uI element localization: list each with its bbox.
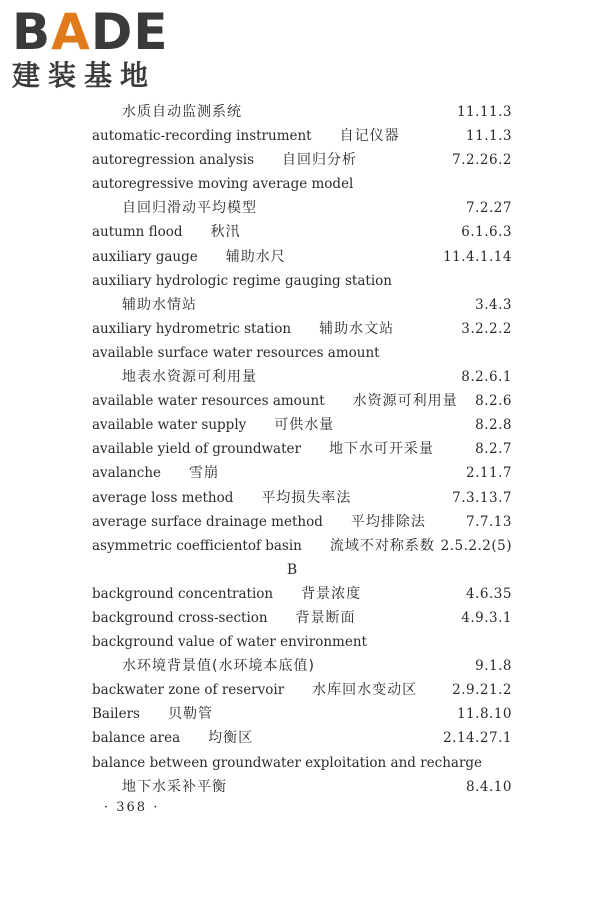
entry-term: balance area <box>92 730 181 747</box>
entry-term: autoregressive moving average model <box>92 176 354 193</box>
entry-section-number: 2.5.2.2(5) <box>440 537 512 554</box>
entry-section-number: 2.14.27.1 <box>443 730 512 747</box>
entry-chinese: 地下水采补平衡 <box>122 778 227 795</box>
entry-section-number: 2.9.21.2 <box>452 682 512 699</box>
entry-chinese: 自回归滑动平均模型 <box>122 200 257 217</box>
entry-section-number: 4.9.3.1 <box>461 609 512 626</box>
logo-letter-b: B <box>12 3 52 61</box>
glossary-entry <box>92 437 512 461</box>
entry-section-number: 7.3.13.7 <box>452 489 512 506</box>
entry-section-number: 8.2.8 <box>475 417 512 434</box>
glossary-index <box>92 100 512 799</box>
logo-letter-a: A <box>51 3 91 61</box>
entry-chinese: 均衡区 <box>208 730 254 747</box>
glossary-entry <box>92 365 512 389</box>
entry-section-number: 11.1.3 <box>466 128 512 145</box>
entry-chinese: 背景浓度 <box>301 585 362 602</box>
entry-chinese: 背景断面 <box>295 609 356 626</box>
glossary-entry <box>92 461 512 485</box>
entry-term: average loss method <box>92 489 234 506</box>
entry-section-number: 6.1.6.3 <box>461 224 512 241</box>
glossary-entry <box>92 293 512 317</box>
entry-chinese: 地下水可开采量 <box>328 441 434 458</box>
entry-chinese: 水资源可利用量 <box>352 393 458 410</box>
glossary-entry <box>92 726 512 750</box>
entry-term: avalanche <box>92 465 162 482</box>
page-number: · 368 · <box>104 800 160 815</box>
entry-term: available water resources amount <box>92 393 325 410</box>
glossary-entry <box>92 245 512 269</box>
glossary-entry <box>92 654 512 678</box>
glossary-entry <box>92 124 512 148</box>
entry-term: auxiliary hydrometric station <box>92 320 292 337</box>
entry-term: Bailers <box>92 706 140 723</box>
glossary-entry <box>92 775 512 799</box>
glossary-entry <box>92 582 512 606</box>
entry-term: autumn flood <box>92 224 183 241</box>
entry-term: auxiliary gauge <box>92 248 198 265</box>
entry-chinese: 辅助水文站 <box>319 320 395 337</box>
glossary-entry <box>92 751 512 775</box>
entry-chinese: 平均损失率法 <box>261 489 352 506</box>
entry-chinese: 辅助水尺 <box>225 248 286 265</box>
entry-term: asymmetric coefficientof basin <box>92 537 302 554</box>
logo-subtitle: 建装基地 <box>12 59 157 92</box>
entry-chinese: 辅助水情站 <box>122 296 197 313</box>
entry-chinese: 可供水量 <box>274 417 335 434</box>
entry-term: background concentration <box>92 585 274 602</box>
entry-chinese: 自记仪器 <box>339 128 400 145</box>
entry-section-number: 8.2.6 <box>475 393 512 410</box>
entry-term: background value of water environment <box>92 634 367 651</box>
entry-chinese: 秋汛 <box>210 224 241 241</box>
entry-chinese: 流域不对称系数 <box>329 537 435 554</box>
glossary-entry <box>92 510 512 534</box>
entry-term: balance between groundwater exploitation and recharge <box>92 754 483 771</box>
glossary-entry <box>92 606 512 630</box>
glossary-entry <box>92 100 512 124</box>
logo-letters-de: DE <box>90 3 169 61</box>
entry-term: average surface drainage method <box>92 513 323 530</box>
entry-term: available yield of groundwater <box>92 441 301 458</box>
glossary-entry <box>92 148 512 172</box>
entry-section-number: 8.4.10 <box>466 778 512 795</box>
logo-wordmark <box>12 3 169 61</box>
glossary-entry <box>92 413 512 437</box>
glossary-entry <box>92 486 512 510</box>
entry-section-number: 7.2.27 <box>466 200 512 217</box>
entry-section-number: 7.7.13 <box>466 513 512 530</box>
entry-section-number: 8.2.7 <box>475 441 512 458</box>
glossary-entry <box>92 196 512 220</box>
entry-term: available water supply <box>92 417 247 434</box>
entry-section-number: 11.4.1.14 <box>443 248 512 265</box>
entry-chinese: 自回归分析 <box>282 152 358 169</box>
glossary-entry <box>92 269 512 293</box>
entry-chinese: 地表水资源可利用量 <box>122 369 257 386</box>
entry-section-number: 3.4.3 <box>475 296 512 313</box>
entry-chinese: 平均排除法 <box>350 513 426 530</box>
entry-chinese: 水质自动监测系统 <box>122 104 242 120</box>
glossary-entry <box>92 630 512 654</box>
glossary-entry <box>92 172 512 196</box>
entry-section-number: 9.1.8 <box>475 658 512 675</box>
glossary-entry <box>92 678 512 702</box>
entry-section-number: 11.11.3 <box>456 104 512 120</box>
entry-term: autoregression analysis <box>92 152 255 169</box>
entry-chinese: 水库回水变动区 <box>312 682 418 699</box>
entry-term: background cross-section <box>92 609 268 626</box>
entry-section-number: 4.6.35 <box>466 585 512 602</box>
section-letter: B <box>286 561 298 578</box>
entry-chinese: 雪崩 <box>189 465 220 482</box>
bade-logo <box>12 3 182 94</box>
entry-section-number: 11.8.10 <box>456 706 512 723</box>
entry-term: auxiliary hydrologic regime gauging station <box>92 272 392 289</box>
entry-chinese: 水环境背景值(水环境本底值) <box>122 658 315 675</box>
glossary-entry <box>92 341 512 365</box>
entry-section-number: 8.2.6.1 <box>461 369 512 386</box>
entry-chinese: 贝勒管 <box>167 706 213 723</box>
entry-term: backwater zone of reservoir <box>92 682 285 699</box>
entry-section-number: 7.2.26.2 <box>452 152 512 169</box>
entry-term: available surface water resources amount <box>92 344 380 361</box>
entry-section-number: 2.11.7 <box>466 465 512 482</box>
glossary-entry <box>92 389 512 413</box>
glossary-entry <box>92 220 512 244</box>
glossary-entry <box>92 317 512 341</box>
glossary-entry <box>92 702 512 726</box>
entry-term: automatic-recording instrument <box>92 128 312 145</box>
glossary-entry <box>92 534 512 558</box>
entry-section-number: 3.2.2.2 <box>461 320 512 337</box>
